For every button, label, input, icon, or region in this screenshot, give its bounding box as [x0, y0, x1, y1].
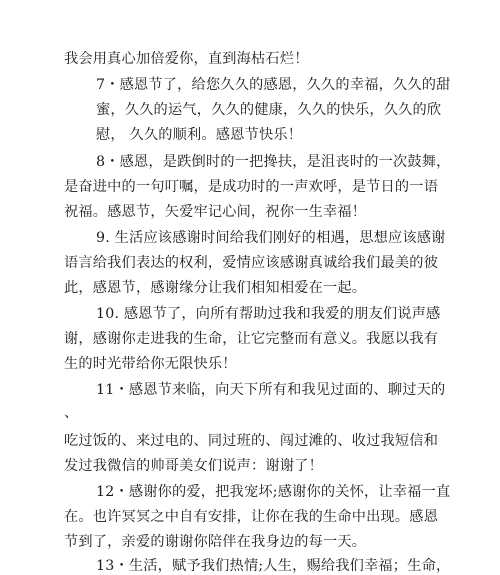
- text-line: 13・生活，赋予我们热情;人生，赐给我们幸福；生命，: [96, 558, 451, 574]
- text-line: 慰， 久久的顺利。感恩节快乐！: [96, 127, 303, 143]
- text-line: 谢，感谢你走进我的生命，让它完整而有意义。我愿以我有: [64, 331, 439, 347]
- text-line: 7・感恩节了，给您久久的感恩，久久的幸福，久久的甜: [96, 77, 451, 93]
- text-line: 吃过饭的、来过电的、同过班的、闯过滩的、收过我短信和: [64, 433, 439, 449]
- text-line: 节到了，亲爱的谢谢你陪伴在我身边的每一天。: [64, 534, 367, 550]
- text-line: 生的时光带给你无限快乐！: [64, 356, 237, 372]
- text-line: 9. 生活应该感谢时间给我们刚好的相遇，思想应该感谢: [96, 230, 446, 246]
- text-line: 此，感恩节，感谢缘分让我们相知相爱在一起。: [64, 280, 367, 296]
- text-line: 蜜，久久的运气，久久的健康，久久的快乐，久久的欣: [96, 102, 442, 118]
- text-line: 是奋进中的一句叮嘱，是成功时的一声欢呼，是节日的一语: [64, 179, 439, 195]
- text-line: 12・感谢你的爱，把我宠坏;感谢你的关怀，让幸福一直: [96, 484, 451, 500]
- text-line: 11・感恩节来临，向天下所有和我见过面的、聊过天的: [96, 382, 446, 398]
- text-line: 10. 感恩节了，向所有帮助过我和我爱的朋友们说声感: [96, 306, 441, 322]
- text-line: 在。也许冥冥之中自有安排，让你在我的生命中出现。感恩: [64, 509, 439, 525]
- text-line: 语言给我们表达的权利，爱情应该感谢真诚给我们最美的彼: [64, 255, 439, 271]
- text-line: 、: [64, 405, 79, 421]
- text-line: 我会用真心加倍爱你，直到海枯石烂！: [64, 51, 309, 67]
- text-line: 8・感恩，是跌倒时的一把搀扶，是沮丧时的一次鼓舞，: [96, 154, 451, 170]
- text-line: 祝福。感恩节，矢爱牢记心间，祝你一生幸福！: [64, 204, 367, 220]
- text-line: 发过我微信的帅哥美女们说声：谢谢了！: [64, 458, 323, 474]
